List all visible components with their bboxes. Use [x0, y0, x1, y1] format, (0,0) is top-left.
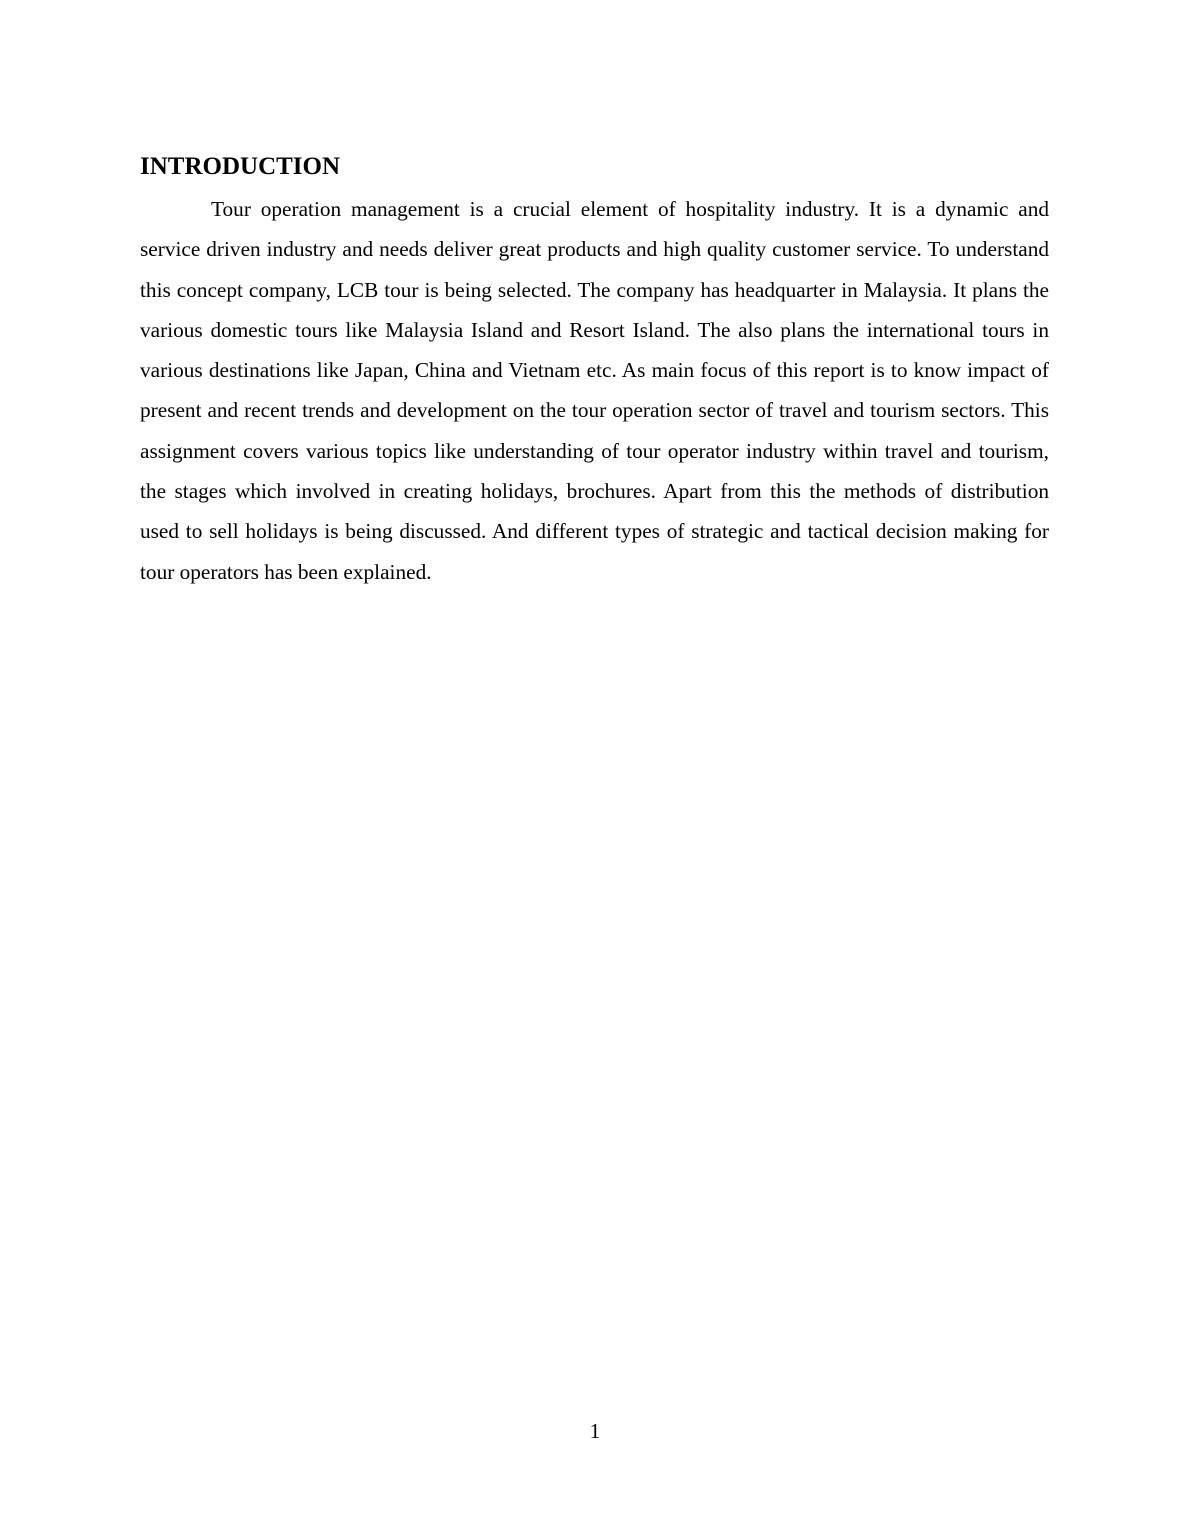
introduction-paragraph: Tour operation management is a crucial element of hospitality industry. It is a dynamic and service driven industry and needs deliver great products and high quality customer service. To understand this concept company, LCB tour is being selected. The company has headquarter in Malaysia. It plans the various domestic tours like Malaysia Island and Resort Island. The also plans the international tours in various destinations like Japan, China and Vietnam etc. As main focus of this report is to know impact of present and recent trends and development on the tour operation sector of travel and tourism sectors. This assignment covers various topics like understanding of tour operator industry within travel and tourism, the stages which involved in creating holidays, brochures. Apart from this the methods of distribution used to sell holidays is being discussed. And different types of strategic and tactical decision making for tour operators has been explained.	[140, 197, 1049, 584]
section-heading: INTRODUCTION	[140, 153, 341, 180]
page-number: 1	[589, 1419, 601, 1443]
page-content	[140, 150, 1049, 592]
